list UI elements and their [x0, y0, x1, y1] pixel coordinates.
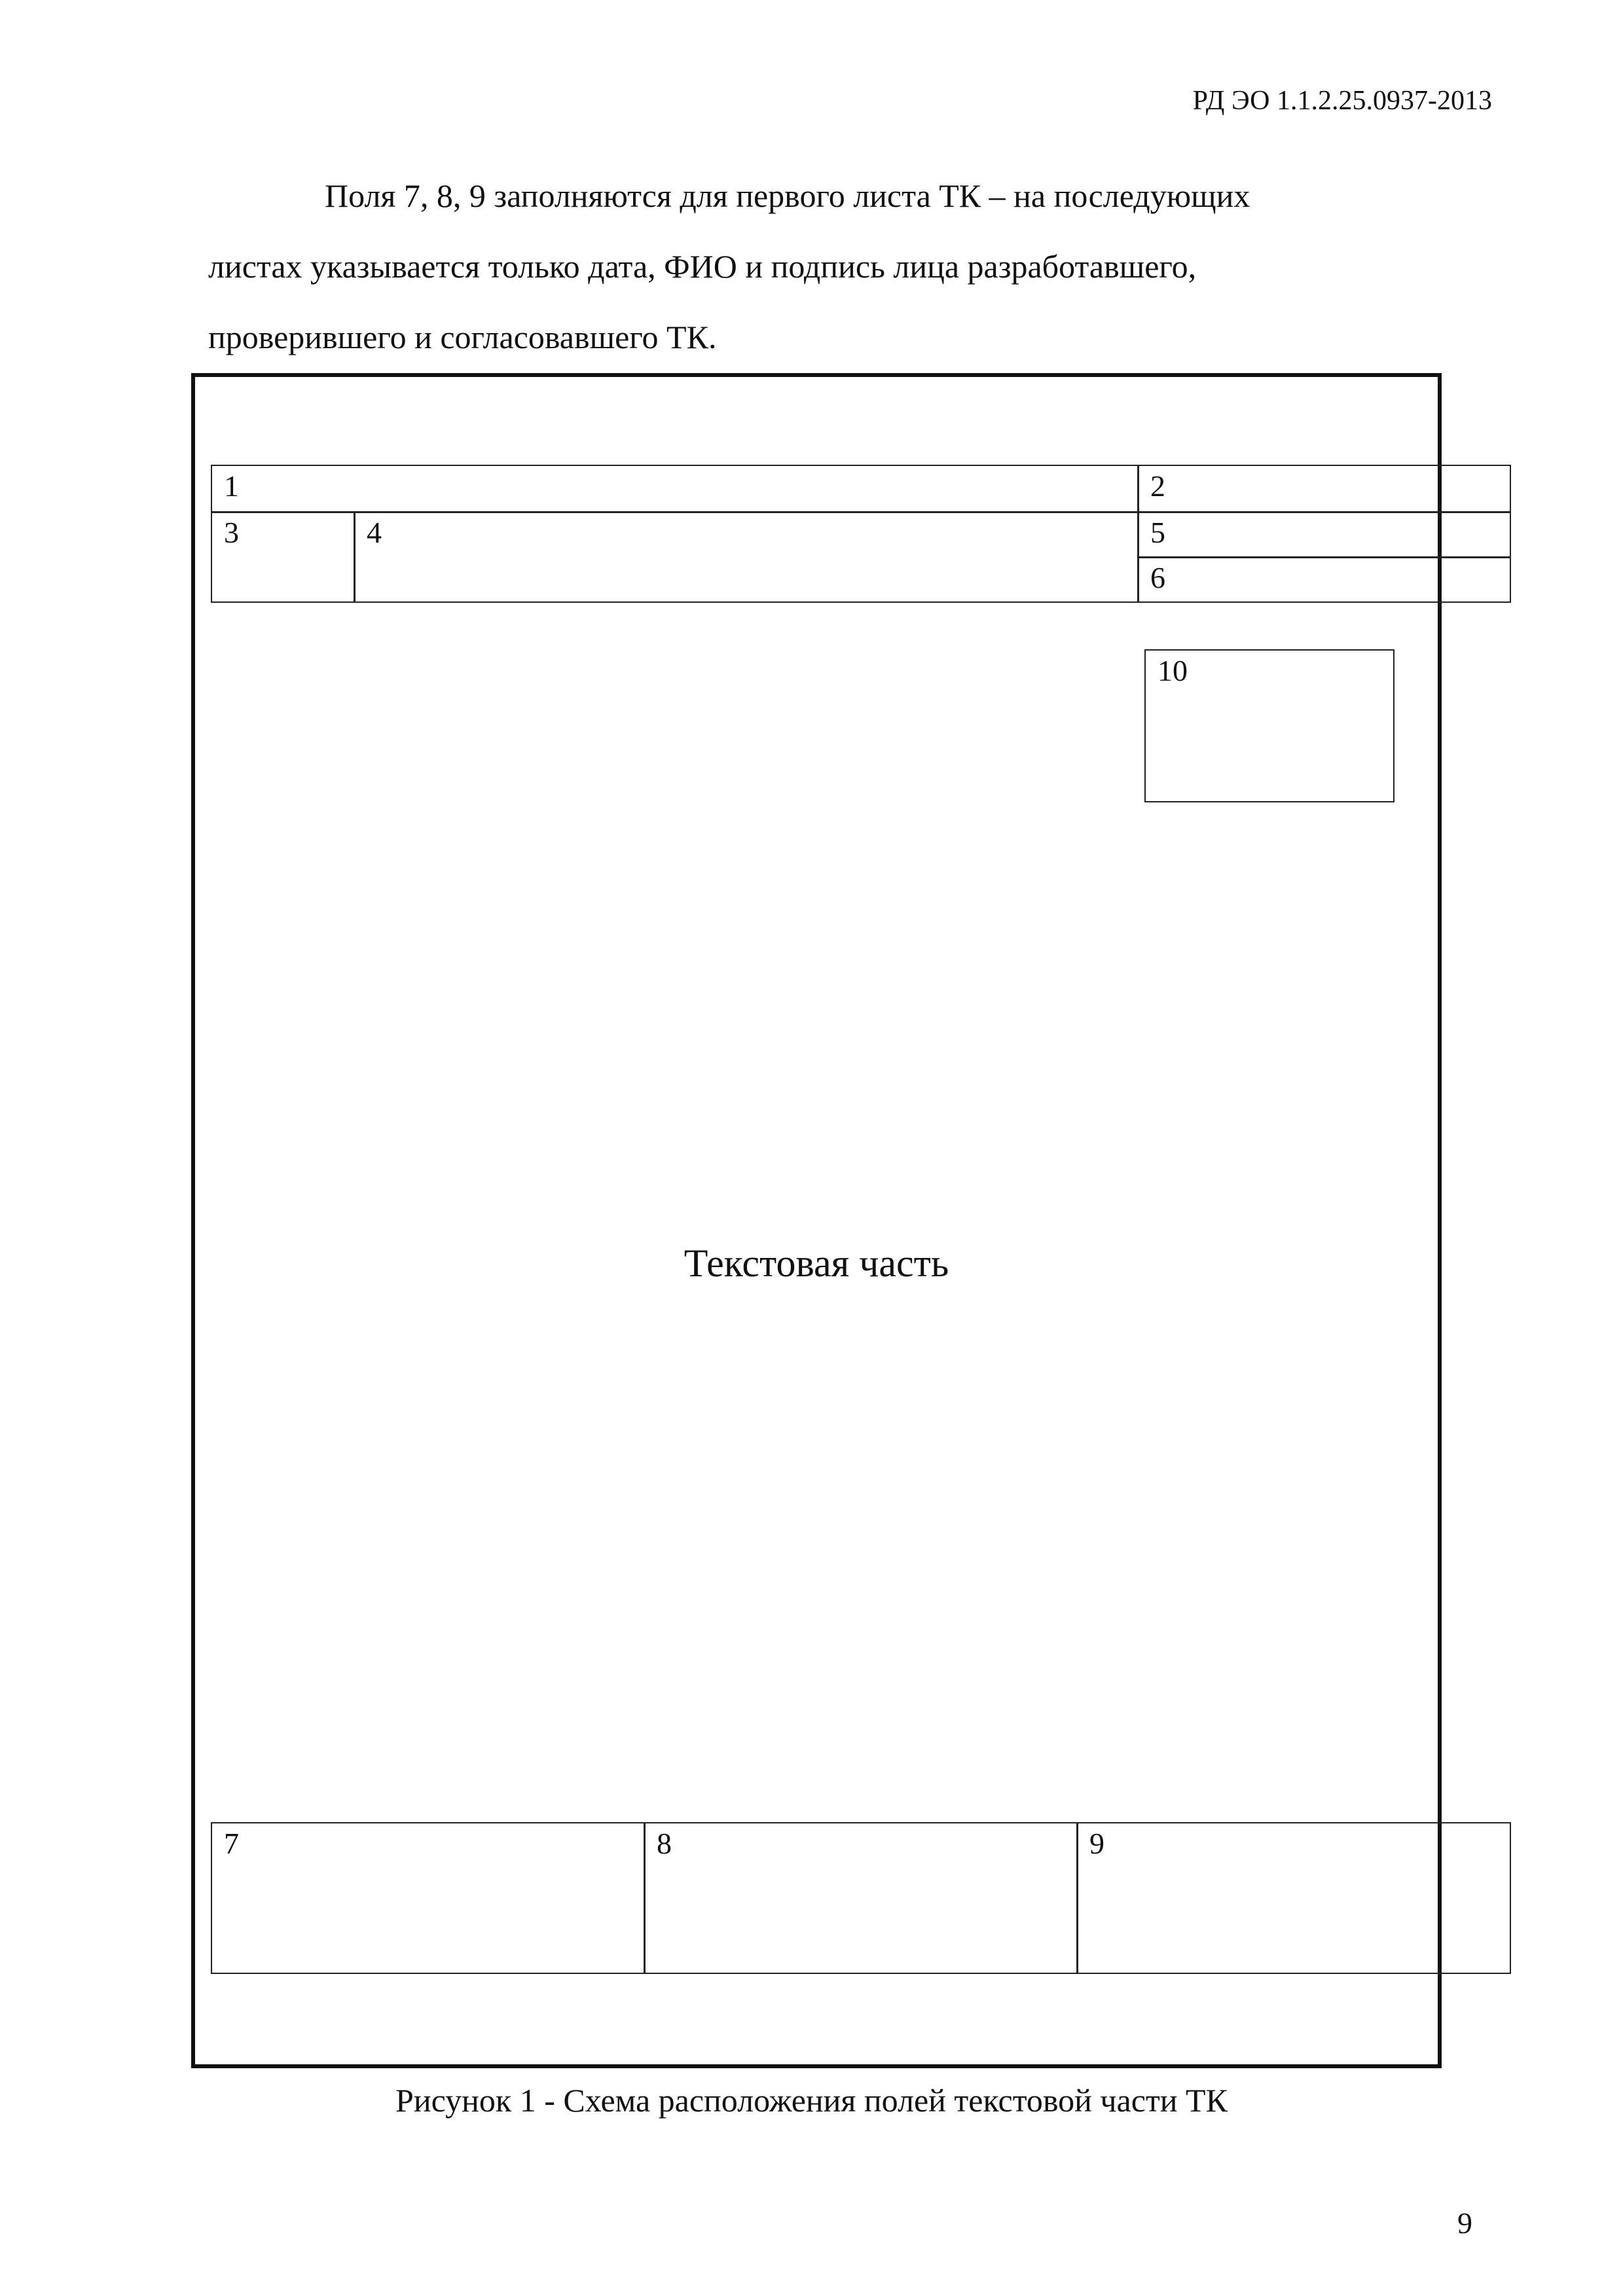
field-9-number: 9: [1089, 1827, 1104, 1860]
page-number: 9: [1457, 2206, 1472, 2240]
field-4-number: 4: [367, 516, 382, 549]
field-10: [1144, 649, 1395, 802]
field-5-number: 5: [1150, 516, 1165, 549]
field-2-number: 2: [1150, 469, 1165, 503]
intro-line-1: Поля 7, 8, 9 заполняются для первого листа ТК – на последующих: [325, 177, 1250, 214]
field-5: [1137, 511, 1511, 558]
field-8-number: 8: [657, 1827, 672, 1860]
field-6: [1137, 556, 1511, 603]
field-6-number: 6: [1150, 561, 1165, 594]
intro-paragraph: [208, 160, 1439, 372]
field-2: [1137, 465, 1511, 513]
intro-line-3: проверившего и согласовавшего ТК.: [208, 319, 717, 355]
field-3-number: 3: [224, 516, 239, 549]
field-10-number: 10: [1158, 654, 1188, 687]
text-part-label: Текстовая часть: [684, 1242, 949, 1285]
field-8: [644, 1822, 1078, 1974]
intro-line-2: листах указывается только дата, ФИО и подпись лица разработавшего,: [208, 248, 1197, 285]
field-7-number: 7: [224, 1827, 239, 1860]
document-code: РД ЭО 1.1.2.25.0937-2013: [1192, 86, 1492, 116]
field-7: [211, 1822, 646, 1974]
field-1: [211, 465, 1139, 513]
field-1-number: 1: [224, 469, 239, 503]
field-3: [211, 511, 356, 603]
field-4: [354, 511, 1139, 603]
figure-frame: [191, 373, 1442, 2068]
figure-caption: Рисунок 1 - Схема расположения полей текстовой части ТК: [395, 2082, 1228, 2119]
field-9: [1076, 1822, 1511, 1974]
